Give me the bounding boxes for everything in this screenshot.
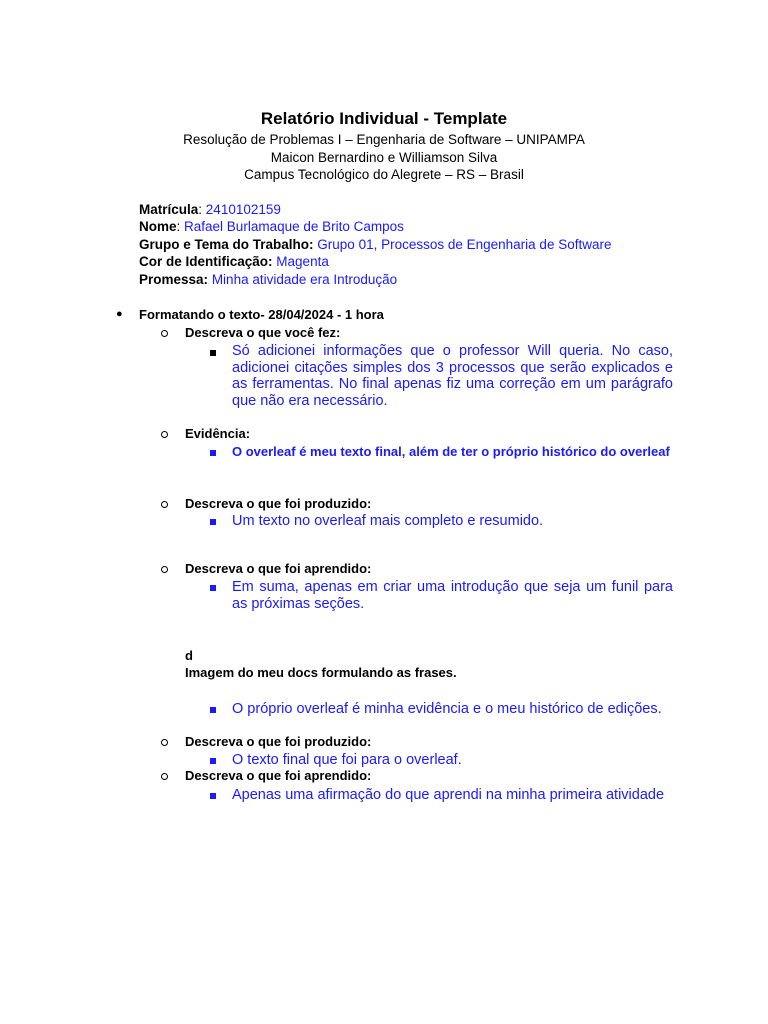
professors-line: Maicon Bernardino e Williamson Silva — [270, 150, 498, 165]
matricula-value: 2410102159 — [205, 202, 281, 217]
question-fez: Descreva o que você fez: — [185, 325, 341, 340]
promessa-value: Minha atividade era Introdução — [211, 272, 398, 287]
bullet-square-icon — [210, 585, 216, 591]
promessa-field — [139, 272, 397, 287]
answer-produzido-2: O texto final que foi para o overleaf. — [232, 752, 462, 768]
matricula-label: Matrícula — [139, 202, 199, 217]
bullet-square-icon — [210, 519, 216, 525]
answer-aprendido: Em suma, apenas em criar uma introdução que seja um funil para as próximas seções. — [232, 579, 673, 612]
bullet-circle-icon — [161, 739, 168, 746]
bullet-square-icon — [210, 758, 216, 764]
bullet-square-icon — [210, 450, 216, 456]
bullet-square-icon — [210, 707, 216, 713]
grupo-value: Grupo 01, Processos de Engenharia de Software — [317, 237, 612, 252]
bullet-circle-icon — [161, 431, 168, 438]
answer-evidencia: O overleaf é meu texto final, além de ter o próprio histórico do overleaf — [232, 444, 670, 459]
nome-value: Rafael Burlamaque de Brito Campos — [184, 219, 404, 234]
bullet-circle-icon — [161, 501, 168, 508]
document-title: Relatório Individual - Template — [260, 109, 508, 128]
question-aprendido: Descreva o que foi aprendido: — [185, 561, 372, 576]
cor-label: Cor de Identificação: — [139, 254, 273, 269]
question-produzido-2: Descreva o que foi produzido: — [185, 734, 372, 749]
grupo-field — [139, 237, 611, 252]
nome-label: Nome — [139, 219, 177, 234]
nome-field: Nome: Rafael Burlamaque de Brito Campos — [139, 219, 404, 234]
answer-aprendido-2: Apenas uma afirmação do que aprendi na minha primeira atividade — [232, 787, 665, 803]
promessa-label: Promessa: — [139, 272, 209, 287]
course-line: Resolução de Problemas I – Engenharia de Software – UNIPAMPA — [183, 132, 585, 147]
cor-field — [139, 254, 329, 269]
activity-heading: Formatando o texto- 28/04/2024 - 1 hora — [139, 307, 384, 322]
bullet-square-icon — [210, 350, 216, 356]
bullet-circle-icon — [161, 330, 168, 337]
stray-text: d — [185, 648, 193, 663]
campus-line: Campus Tecnológico do Alegrete – RS – Brasil — [244, 167, 524, 182]
image-caption: Imagem do meu docs formulando as frases. — [185, 665, 457, 680]
grupo-label: Grupo e Tema do Trabalho: — [139, 237, 314, 252]
cor-value: Magenta — [276, 254, 329, 269]
answer-fez: Só adicionei informações que o professor Will queria. No caso, adicionei citações simples dos 3 processos que serão explicados e as ferramentas. No final apenas fiz uma correção em um parágrafo que não era necessário. — [232, 343, 673, 410]
question-evidencia: Evidência: — [185, 426, 251, 441]
bullet-circle-icon — [161, 773, 168, 780]
bullet-circle-icon — [161, 566, 168, 573]
bullet-disc-icon: ● — [116, 308, 123, 320]
question-produzido: Descreva o que foi produzido: — [185, 496, 372, 511]
matricula-field: Matrícula: 2410102159 — [139, 202, 281, 217]
answer-produzido: Um texto no overleaf mais completo e resumido. — [232, 513, 544, 529]
question-aprendido-2: Descreva o que foi aprendido: — [185, 768, 372, 783]
bullet-square-icon — [210, 793, 216, 799]
answer-evidencia-2: O próprio overleaf é minha evidência e o meu histórico de edições. — [232, 701, 662, 717]
